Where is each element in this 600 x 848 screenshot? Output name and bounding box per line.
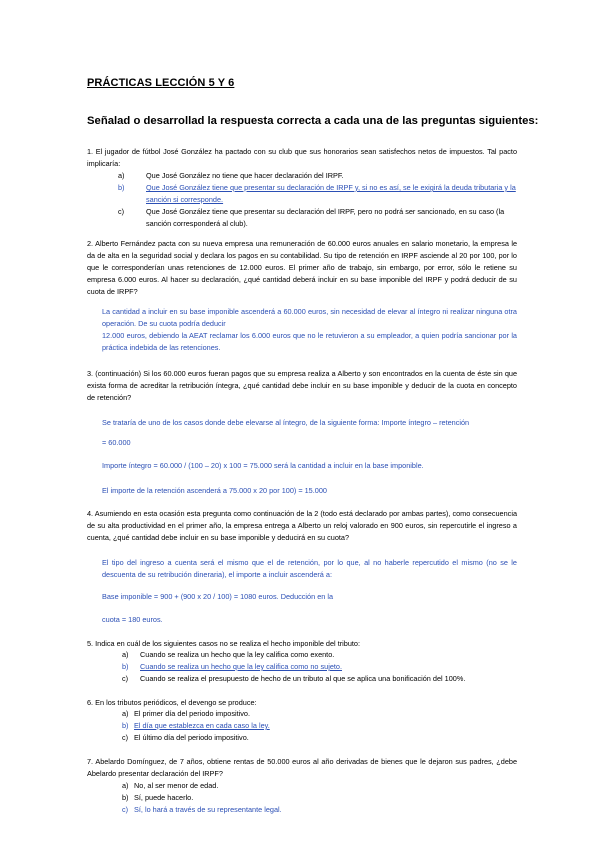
question-4 [87, 508, 517, 544]
q4-answer-line-3: cuota = 180 euros. [102, 615, 163, 624]
question-text: (continuación) Si los 60.000 euros fueran pagos que su empresa realiza a Alberto y son encontrados en la cuenta de éste sin que exista forma de acreditar la retribución íntegra, ¿qué cantidad debe incluir en su base imponible y deducir de la cuota en concepto de retención? [87, 369, 517, 402]
q5-option-a: a) Cuando se realiza un hecho que la ley califica como exento. [122, 650, 335, 659]
q3-answer-line-3: Importe íntegro = 60.000 / (100 – 20) x 100 = 75.000 será la cantidad a incluir en la base imponible. [102, 461, 424, 470]
question-text: El jugador de fútbol José González ha pactado con su club que sus honorarios sean satisfechos netos de impuestos. Tal pacto implicaría: [87, 147, 518, 168]
question-number: 4. [87, 509, 94, 518]
question-number: 7. [87, 757, 94, 766]
q6-option-b-answer: b) El día que establezca en cada caso la ley. [122, 721, 270, 730]
q7-option-b: b) Sí, puede hacerlo. [122, 793, 194, 802]
page-title: PRÁCTICAS LECCIÓN 5 Y 6 [87, 77, 235, 89]
q4-answer-line-2: Base imponible = 900 + (900 x 20 / 100) = 1080 euros. Deducción en la [102, 592, 334, 601]
q5-option-c: c) Cuando se realiza el presupuesto de hecho de un tributo al que se aplica una bonificación del 100%. [122, 674, 466, 683]
question-2 [87, 238, 517, 298]
q1-option-c: c) Que José González tiene que presentar su declaración del IRPF, pero no podrá ser sancionado, en su caso (la sanción corresponderá al club). [118, 207, 505, 228]
question-text: Indica en cuál de los siguientes casos no se realiza el hecho imponible del tributo: [95, 639, 361, 648]
instructions-heading: Señalad o desarrollad la respuesta correcta a cada una de las preguntas siguientes: [87, 115, 539, 127]
question-number: 1. [87, 147, 94, 156]
q5-option-b-answer: b) Cuando se realiza un hecho que la ley califica como no sujeto. [122, 662, 343, 671]
q6-option-a: a) El primer día del periodo impositivo. [122, 709, 250, 718]
question-text: Asumiendo en esta ocasión esta pregunta como continuación de la 2 (todo está declarado por ambas partes), como consecuencia de su alta productividad en el primer año, la empresa entrega a Alberto un reloj valorado en 900 euros, sin repercutirle el ingreso a cuenta, ¿qué cantidad debe incluir en su base imponible y deducirá en su cuota? [87, 509, 517, 542]
q6-option-c: c) El último día del periodo impositivo. [122, 733, 249, 742]
question-number: 3. [87, 369, 94, 378]
question-number: 5. [87, 639, 94, 648]
question-number: 6. [87, 698, 94, 707]
question-text: Abelardo Domínguez, de 7 años, obtiene rentas de 50.000 euros al año derivadas de bienes que le dejaron sus padres, ¿debe Abelardo presentar declaración del IRPF? [87, 757, 517, 778]
q7-option-c-answer: c) Sí, lo hará a través de su representante legal. [122, 805, 282, 814]
q7-option-a: a) No, al ser menor de edad. [122, 781, 219, 790]
question-7 [87, 756, 517, 780]
q3-answer-line-2: = 60.000 [102, 438, 131, 447]
question-text: En los tributos periódicos, el devengo se produce: [95, 698, 257, 707]
q2-answer: La cantidad a incluir en su base imponible ascenderá a 60.000 euros, sin necesidad de elevar al íntegro ni realizar ninguna otra operación. De su cuota podría deducir 12.000 euros, debiendo la AEAT reclamar los 6.000 euros que no le retuvieron a su empleador, a quien podría sancionar por la práctica indebida de las retenciones. [102, 307, 517, 352]
question-text: Alberto Fernández pacta con su nueva empresa una remuneración de 60.000 euros anuales en salario monetario, la empresa le da de alta en la seguridad social y declara los pagos en su contabilidad. Su tipo de retención en IRPF asciende al 20 por 100, por lo que le corresponderían unas retenciones de 12.000 euros. El primer año de trabajo, sin embargo, por error, sólo le retiene su empresa 6.000 euros. Al hacer su declaración, ¿qué cantidad deberá incluir en su base imponible del IRPF y podrá deducir de su cuota de IRPF? [87, 239, 517, 296]
q3-answer-line-1: Se trataría de uno de los casos donde debe elevarse al íntegro, de la siguiente forma: Importe íntegro – retención [102, 418, 470, 427]
question-number: 2. [87, 239, 94, 248]
q3-answer-line-4: El importe de la retención ascenderá a 75.000 x 20 por 100) = 15.000 [102, 486, 327, 495]
q1-option-b-answer: b) Que José González tiene que presentar su declaración de IRPF y, si no es así, se le exigirá la deuda tributaria y la sanción si corresponde. [118, 183, 516, 204]
q4-answer-line-1: El tipo del ingreso a cuenta será el mismo que el de retención, por lo que, al no haberle repercutido el mismo (no se le descuenta de su retribución dineraria), el importe a incluir ascenderá a: [102, 558, 517, 579]
question-1 [87, 146, 517, 170]
q1-option-a: a) Que José González no tiene que hacer declaración del IRPF. [118, 171, 344, 180]
question-3 [87, 368, 517, 404]
